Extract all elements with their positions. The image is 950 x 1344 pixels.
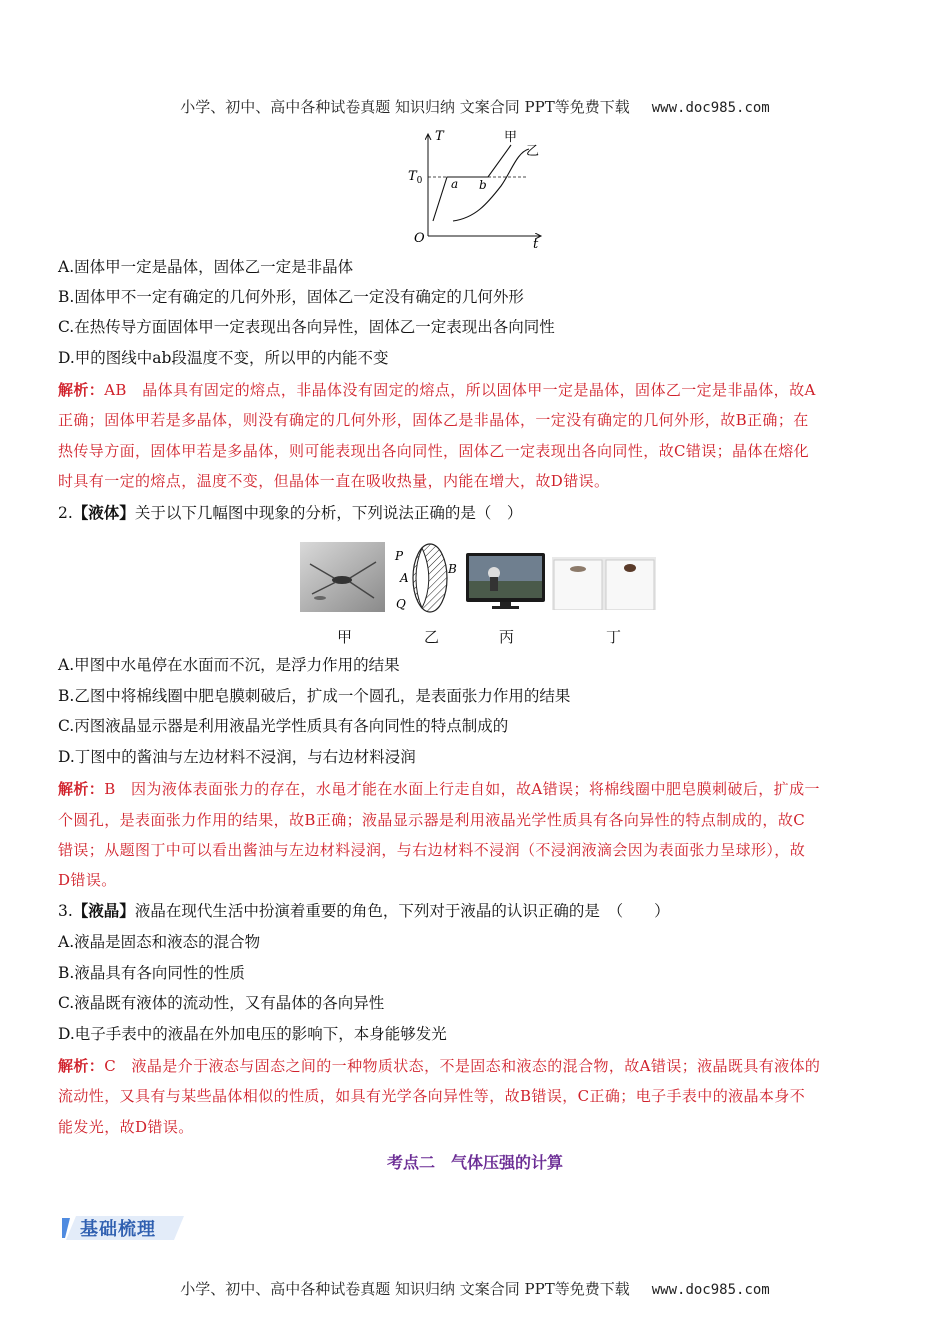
caption-bing: 丙	[499, 628, 515, 646]
q3-option-c: C.液晶既有液体的流动性，又有晶体的各向异性	[58, 994, 385, 1012]
q3-tag: 【液晶】	[72, 902, 135, 920]
header-url[interactable]: www.doc985.com	[651, 100, 770, 116]
curve-jia-label: 甲	[504, 130, 518, 145]
q2-tag: 【液体】	[72, 504, 135, 522]
q3-option-b: B.液晶具有各向同性的性质	[58, 964, 245, 982]
q1-option-c: C.在热传导方面固体甲一定表现出各向异性，固体乙一定表现出各向同性	[58, 318, 555, 336]
caption-jia: 甲	[337, 628, 353, 646]
photo-water-strider	[300, 542, 385, 612]
q2-option-d: D.丁图中的酱油与左边材料不浸润，与右边材料浸润	[58, 748, 416, 766]
figure-soap-film-loop	[392, 540, 462, 620]
q1-option-d: D.甲的图线中ab段温度不变，所以甲的内能不变	[58, 349, 389, 367]
q2-answer-line-4: D错误。	[58, 871, 117, 889]
label-q: Q	[396, 597, 406, 611]
q2-answer-line-1: 解析：B 因为液体表面张力的存在，水黾才能在水面上行走自如，故A错误；将棉线圈中肥皂膜刺破后，扩成一	[58, 780, 820, 798]
q3-answer-label: 解析：	[58, 1057, 105, 1075]
origin-label: O	[414, 231, 425, 246]
q1-answer-line-2: 正确；固体甲若是多晶体，则没有确定的几何外形，固体乙是非晶体，一定没有确定的几何外形，故B正确；在	[58, 411, 809, 429]
footer-url[interactable]: www.doc985.com	[651, 1282, 770, 1298]
curve-yi-label: 乙	[526, 144, 540, 159]
q2-stem: 2.【液体】关于以下几幅图中现象的分析，下列说法正确的是（ ）	[58, 504, 523, 522]
header-text: 小学、初中、高中各种试卷真题 知识归纳 文案合同 PPT等免费下载	[180, 98, 630, 116]
caption-yi: 乙	[424, 628, 440, 646]
label-p: P	[395, 549, 404, 563]
banner-label: 基础梳理	[80, 1219, 156, 1240]
label-b: B	[448, 562, 457, 576]
q2-answer-line-2: 个圆孔，是表面张力作用的结果，故B正确；液晶显示器是利用液晶光学性质具有各向异性的特点制成的，故C	[58, 811, 806, 829]
photo-lcd-monitor	[466, 553, 545, 610]
q1-option-a: A.固体甲一定是晶体，固体乙一定是非晶体	[58, 258, 354, 276]
photo-soy-sauce-blocks	[552, 557, 656, 610]
q2-option-c: C.丙图液晶显示器是利用液晶光学性质具有各向同性的特点制成的	[58, 717, 509, 735]
point-a-label: a	[451, 177, 459, 191]
q1-answer-label: 解析：	[58, 381, 105, 399]
point-b-label: b	[479, 178, 487, 192]
axis-label-t-upper: T	[435, 129, 444, 144]
page-footer	[0, 1278, 950, 1299]
q3-answer-line-3: 能发光，故D错误。	[58, 1118, 194, 1136]
caption-ding: 丁	[606, 628, 622, 646]
q2-answer-label: 解析：	[58, 780, 105, 798]
q3-option-d: D.电子手表中的液晶在外加电压的影响下，本身能够发光	[58, 1025, 447, 1043]
q1-option-b: B.固体甲不一定有确定的几何外形，固体乙一定没有确定的几何外形	[58, 288, 524, 306]
q3-stem: 3.【液晶】液晶在现代生活中扮演着重要的角色，下列对于液晶的认识正确的是 （ ）	[58, 902, 670, 920]
section-title: 考点二 气体压强的计算	[386, 1153, 563, 1172]
axis-label-t-lower: t	[533, 237, 539, 250]
q2-answer-line-3: 错误；从题图丁中可以看出酱油与左边材料浸润，与右边材料不浸润（不浸润液滴会因为表面张力呈球形），故	[58, 841, 806, 859]
curve-yi	[453, 149, 529, 221]
q3-answer-line-2: 流动性，又具有与某些晶体相似的性质，如具有光学各向异性等，故B错误，C正确；电子手表中的液晶本身不	[58, 1087, 806, 1105]
q3-option-a: A.液晶是固态和液态的混合物	[58, 933, 261, 951]
temperature-time-graph	[405, 128, 555, 250]
q1-answer-line-3: 热传导方面，固体甲若是多晶体，则可能表现出各向同性，固体乙一定表现出各向同性，故C错误；晶体在熔化	[58, 442, 810, 460]
q2-option-b: B.乙图中将棉线圈中肥皂膜刺破后，扩成一个圆孔，是表面张力作用的结果	[58, 687, 571, 705]
footer-text: 小学、初中、高中各种试卷真题 知识归纳 文案合同 PPT等免费下载	[180, 1280, 630, 1298]
q2-option-a: A.甲图中水黾停在水面而不沉，是浮力作用的结果	[58, 656, 400, 674]
q1-answer-line-4: 时具有一定的熔点，温度不变，但晶体一直在吸收热量，内能在增大，故D错误。	[58, 472, 610, 490]
page-header	[0, 96, 950, 117]
curve-jia	[433, 145, 511, 221]
label-a: A	[400, 571, 409, 585]
t0-label: $T_0$	[408, 169, 423, 186]
q3-answer-line-1: 解析：C 液晶是介于液态与固态之间的一种物质状态，不是固态和液态的混合物，故A错误；液晶既具有液体的	[58, 1057, 821, 1075]
q1-answer-line-1: 解析：AB 晶体具有固定的熔点，非晶体没有固定的熔点，所以固体甲一定是晶体，固体乙一定是非晶体，故A	[58, 381, 816, 399]
